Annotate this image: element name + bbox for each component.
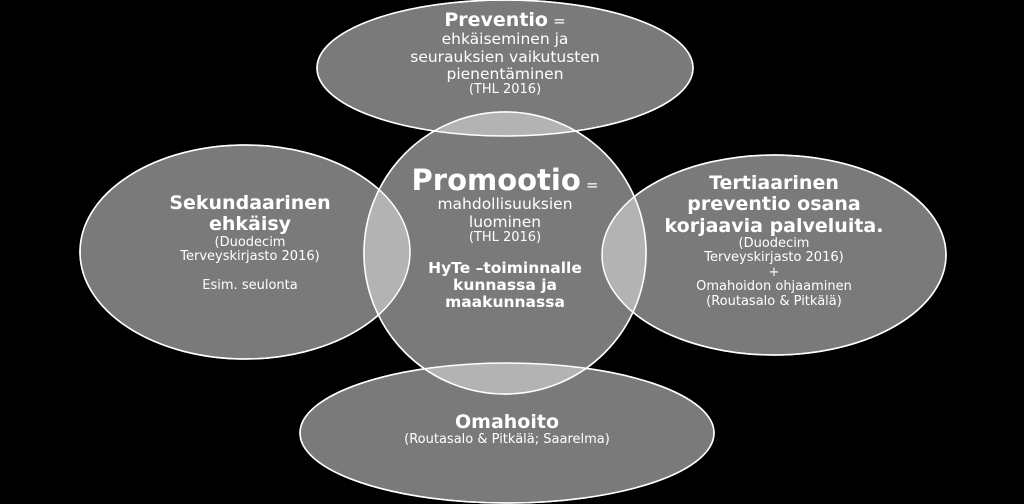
bottom-source: (Routasalo & Pitkälä; Saarelma) bbox=[404, 432, 610, 448]
right-source-line-1: (Duodecim bbox=[738, 235, 810, 251]
right-source-line-2: Terveyskirjasto 2016) bbox=[704, 250, 844, 266]
top-line-1: ehkäiseminen ja bbox=[441, 30, 569, 49]
left-source-line-2: Terveyskirjasto 2016) bbox=[180, 249, 320, 265]
right-title-line-1: Tertiaarinen bbox=[709, 172, 839, 194]
center-highlight-line-3: maakunnassa bbox=[445, 293, 565, 312]
left-title-line-2: ehkäisy bbox=[208, 213, 292, 236]
top-line-2: seurauksien vaikutusten bbox=[410, 47, 600, 66]
center-text bbox=[385, 164, 625, 312]
top-text bbox=[355, 10, 655, 98]
top-equals: = bbox=[553, 12, 566, 30]
left-text bbox=[130, 193, 370, 293]
left-example: Esim. seulonta bbox=[202, 277, 298, 293]
right-plus: + bbox=[768, 264, 780, 280]
right-text bbox=[656, 173, 892, 310]
center-line-1: mahdollisuuksien bbox=[437, 195, 573, 214]
right-title-line-2: preventio osana bbox=[687, 193, 861, 216]
right-extra-source: (Routasalo & Pitkälä) bbox=[706, 293, 842, 309]
center-source: (THL 2016) bbox=[468, 230, 542, 246]
top-source: (THL 2016) bbox=[468, 82, 542, 98]
center-highlight-line-2: kunnassa ja bbox=[453, 276, 557, 295]
center-highlight-line-1: HyTe –toiminnalle bbox=[428, 258, 582, 277]
right-extra: Omahoidon ohjaaminen bbox=[696, 279, 852, 295]
top-line-3: pienentäminen bbox=[446, 64, 564, 83]
top-title: Preventio bbox=[444, 9, 548, 31]
bottom-title: Omahoito bbox=[455, 411, 559, 433]
bottom-text bbox=[357, 412, 657, 448]
right-title-line-3: korjaavia palveluita. bbox=[664, 214, 884, 237]
left-source-line-1: (Duodecim bbox=[214, 234, 286, 250]
center-title: Promootio bbox=[411, 163, 581, 197]
center-line-2: luominen bbox=[468, 212, 542, 231]
center-equals: = bbox=[585, 176, 599, 194]
left-title-line-1: Sekundaarinen bbox=[169, 192, 331, 214]
